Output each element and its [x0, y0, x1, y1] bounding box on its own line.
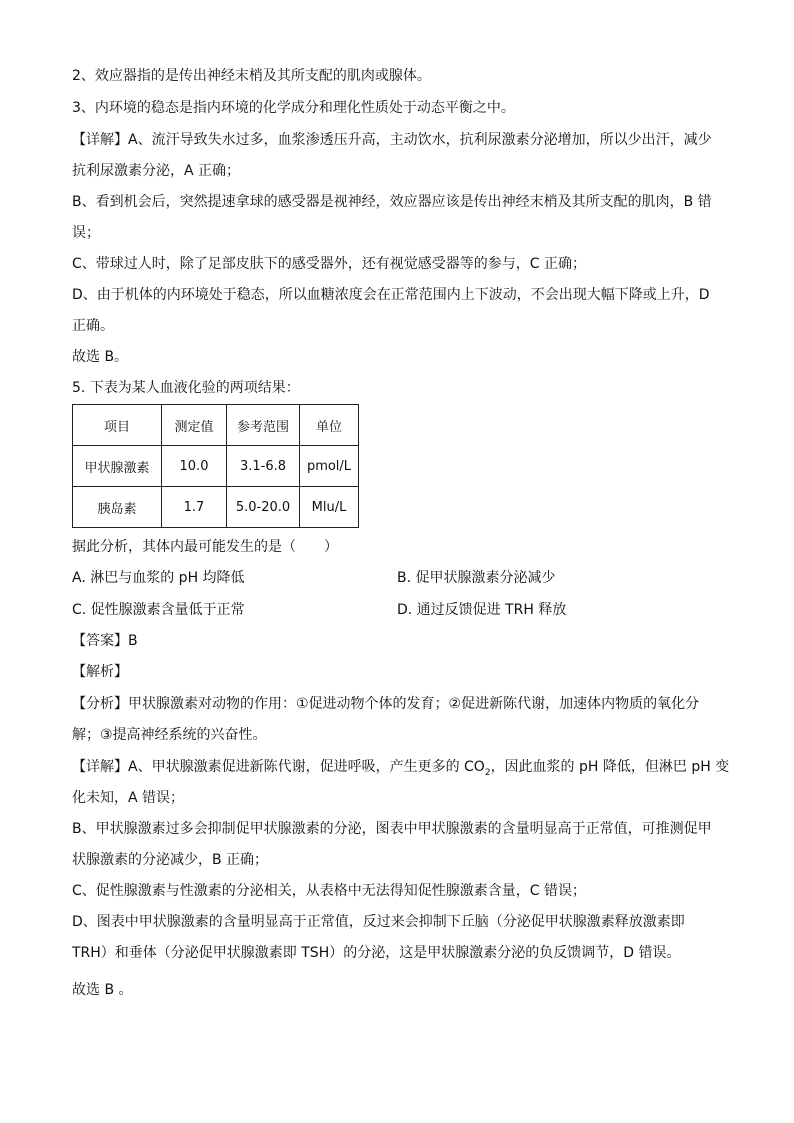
table-cell: 甲状腺激素 — [73, 446, 162, 487]
text-line: 抗利尿激素分泌，A 正确； — [72, 163, 241, 179]
table-cell: 10.0 — [162, 446, 227, 487]
text-line — [72, 757, 729, 783]
text-line: TRH）和垂体（分泌促甲状腺激素即 TSH）的分泌，这是甲状腺激素分泌的负反馈调节，D 错误。 — [72, 945, 681, 961]
text-line: 正确。 — [72, 318, 114, 334]
table-cell: 胰岛素 — [73, 487, 162, 528]
table-header: 项目 — [73, 405, 162, 446]
table-cell: 5.0-20.0 — [227, 487, 300, 528]
table-header: 参考范围 — [227, 405, 300, 446]
text-line: 状腺激素的分泌减少，B 正确； — [72, 852, 269, 868]
table-cell: pmol/L — [300, 446, 359, 487]
text-line: 故选 B 。 — [72, 982, 133, 998]
table-cell: 1.7 — [162, 487, 227, 528]
text-line: D、图表中甲状腺激素的含量明显高于正常值，反过来会抑制下丘脑（分泌促甲状腺激素释放激素即 — [72, 914, 685, 930]
table-row — [73, 446, 359, 487]
table-cell: 3.1-6.8 — [227, 446, 300, 487]
text-line: 误； — [72, 225, 100, 241]
text-line: D、由于机体的内环境处于稳态，所以血糖浓度会在正常范围内上下波动，不会出现大幅下降或上升，D — [72, 287, 710, 303]
option-a: A. 淋巴与血浆的 pH 均降低 — [72, 570, 245, 586]
option-b: B. 促甲状腺激素分泌减少 — [397, 570, 556, 586]
text-line: C、促性腺激素与性激素的分泌相关，从表格中无法得知促性腺激素含量，C 错误； — [72, 883, 586, 899]
text-line: 化未知，A 错误； — [72, 790, 185, 806]
question-title: 5. 下表为某人血液化验的两项结果： — [72, 380, 300, 396]
table-cell: Mlu/L — [300, 487, 359, 528]
text-line: B、甲状腺激素过多会抑制促甲状腺激素的分泌，图表中甲状腺激素的含量明显高于正常值，可推测促甲 — [72, 821, 712, 837]
text-line: 2、效应器指的是传出神经末梢及其所支配的肌肉或腺体。 — [72, 68, 431, 84]
analysis-heading: 【解析】 — [72, 664, 128, 680]
table-row — [73, 487, 359, 528]
answer-line: 【答案】B — [72, 633, 138, 649]
text-line: 解；③提高神经系统的兴奋性。 — [72, 727, 267, 743]
option-d: D. 通过反馈促进 TRH 释放 — [397, 602, 567, 618]
text-line: 【详解】A、流汗导致失水过多，血浆渗透压升高，主动饮水，抗利尿激素分泌增加，所以少出汗，减少 — [72, 132, 712, 148]
text-line: C、带球过人时，除了足部皮肤下的感受器外，还有视觉感受器等的参与，C 正确； — [72, 256, 586, 272]
text-line: B、看到机会后，突然提速拿球的感受器是视神经，效应器应该是传出神经末梢及其所支配的肌肉，B 错 — [72, 194, 712, 210]
text-segment: 【详解】A、甲状腺激素促进新陈代谢，促进呼吸，产生更多的 CO — [72, 759, 485, 775]
subscript: 2 — [484, 767, 491, 778]
text-segment: ，因此血浆的 pH 降低，但淋巴 pH 变 — [490, 759, 730, 775]
question-stem: 据此分析，其体内最可能发生的是（ ） — [72, 539, 338, 555]
table-header: 测定值 — [162, 405, 227, 446]
table-header-row — [73, 405, 359, 446]
text-line: 【分析】甲状腺激素对动物的作用：①促进动物个体的发育；②促进新陈代谢，加速体内物质的氧化分 — [72, 696, 700, 712]
text-line: 故选 B。 — [72, 349, 129, 365]
text-line: 3、内环境的稳态是指内环境的化学成分和理化性质处于动态平衡之中。 — [72, 100, 515, 116]
table-header: 单位 — [300, 405, 359, 446]
option-c: C. 促性腺激素含量低于正常 — [72, 602, 245, 618]
lab-results-table — [72, 404, 359, 528]
